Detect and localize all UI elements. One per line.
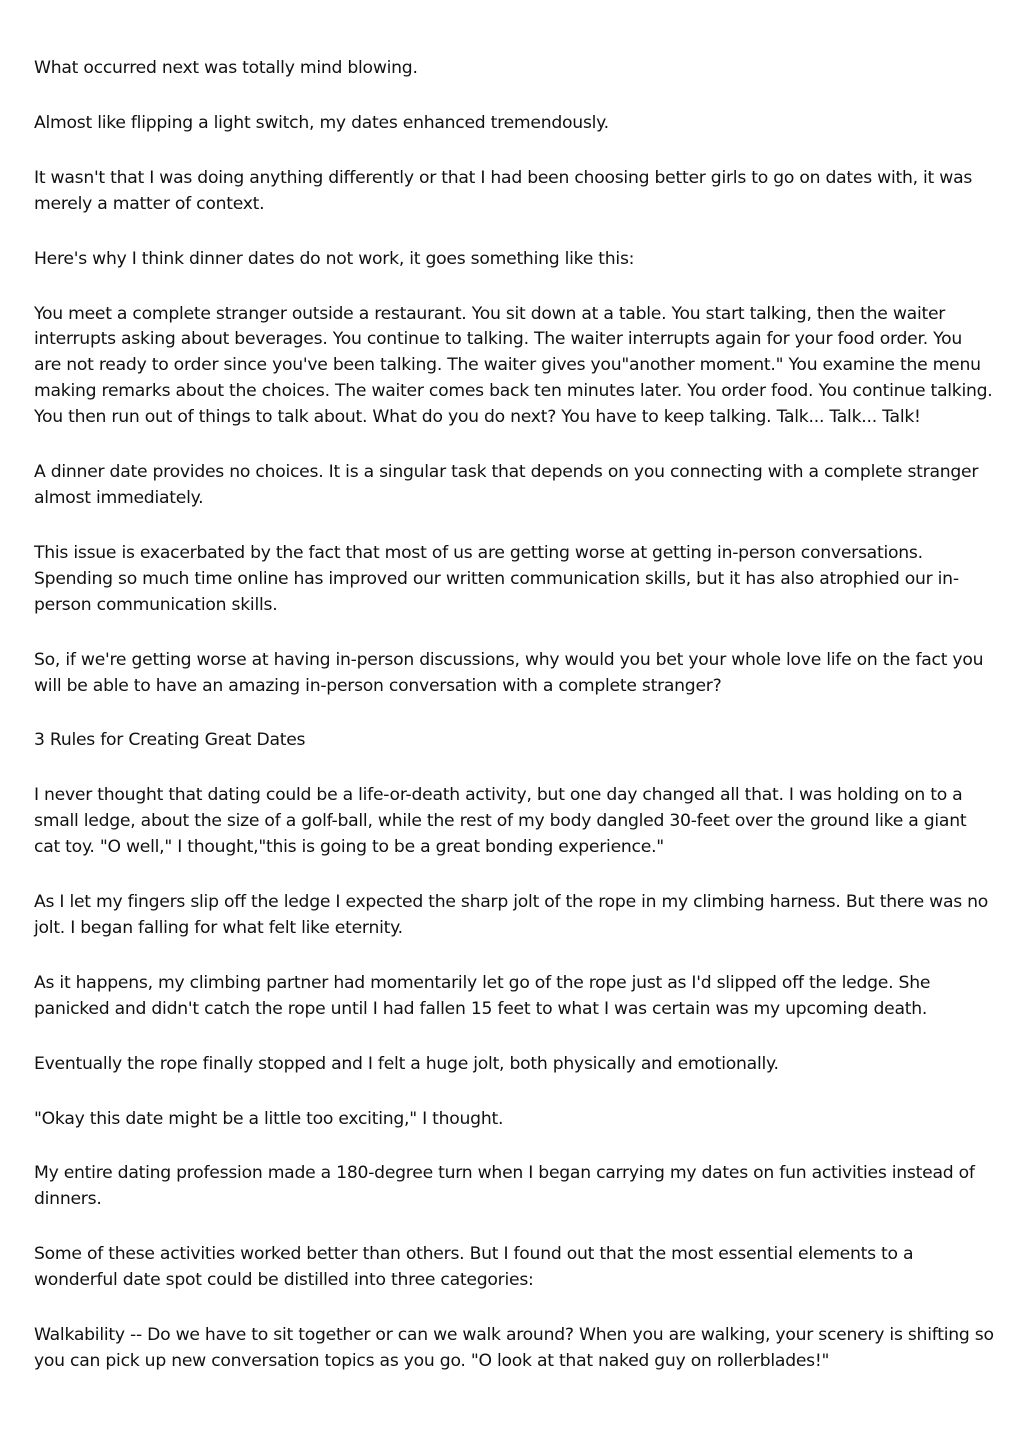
paragraph: You meet a complete stranger outside a restaurant. You sit down at a table. You start talking, then the waiter interrupts asking about beverages. You continue to talking. The waiter interrupts again for your food order. You are not ready to order since you've been talking. The waiter gives you"another moment." You examine the menu making remarks about the choices. The waiter comes back ten minutes later. You order food. You continue talking. You then run out of things to talk about. What do you do next? You have to keep talking. Talk... Talk... Talk! [34,303,993,428]
paragraph: This issue is exacerbated by the fact that most of us are getting worse at getting in-person conversations. Spending so much time online has improved our written communication skills, but it has also atrophied our in-person communication skills. [34,542,959,615]
paragraph: It wasn't that I was doing anything differently or that I had been choosing better girls to go on dates with, it was merely a matter of context. [34,167,973,214]
paragraph: Some of these activities worked better than others. But I found out that the most essential elements to a wonderful date spot could be distilled into three categories: [34,1244,914,1291]
paragraph: Almost like flipping a light switch, my dates enhanced tremendously. [34,112,609,133]
paragraph: What occurred next was totally mind blowing. [34,58,418,78]
paragraph: A dinner date provides no choices. It is a singular task that depends on you connecting with a complete stranger almost immediately. [34,462,979,508]
paragraph: "Okay this date might be a little too exciting," I thought. [34,1108,504,1129]
paragraph: My entire dating profession made a 180-degree turn when I began carrying my dates on fun activities instead of dinners. [34,1163,975,1210]
paragraph: So, if we're getting worse at having in-person discussions, why would you bet your whole love life on the fact you will be able to have an amazing in-person conversation with a complete stranger? [34,649,984,696]
paragraph: Here's why I think dinner dates do not work, it goes something like this: [34,248,635,269]
paragraph: Walkability -- Do we have to sit together or can we walk around? When you are walking, your scenery is shifting so you can pick up new conversation topics as you go. "O look at that naked guy on rollerblades!" [34,1325,994,1371]
paragraph: I never thought that dating could be a life-or-death activity, but one day changed all that. I was holding on to a small ledge, about the size of a golf-ball, while the rest of my body dangled 30-feet over the ground like a giant cat toy. "O well," I thought,"this is going to be a great bonding experience." [34,785,967,858]
section-heading: 3 Rules for Creating Great Dates [34,730,306,751]
document-body [34,56,994,1404]
paragraph: Eventually the rope finally stopped and I felt a huge jolt, both physically and emotionally. [34,1053,779,1074]
paragraph: As it happens, my climbing partner had momentarily let go of the rope just as I'd slipped off the ledge. She panicked and didn't catch the rope until I had fallen 15 feet to what I was certain was my upcoming death. [34,972,931,1019]
paragraph: As I let my fingers slip off the ledge I expected the sharp jolt of the rope in my climbing harness. But there was no jolt. I began falling for what felt like eternity. [34,892,989,938]
